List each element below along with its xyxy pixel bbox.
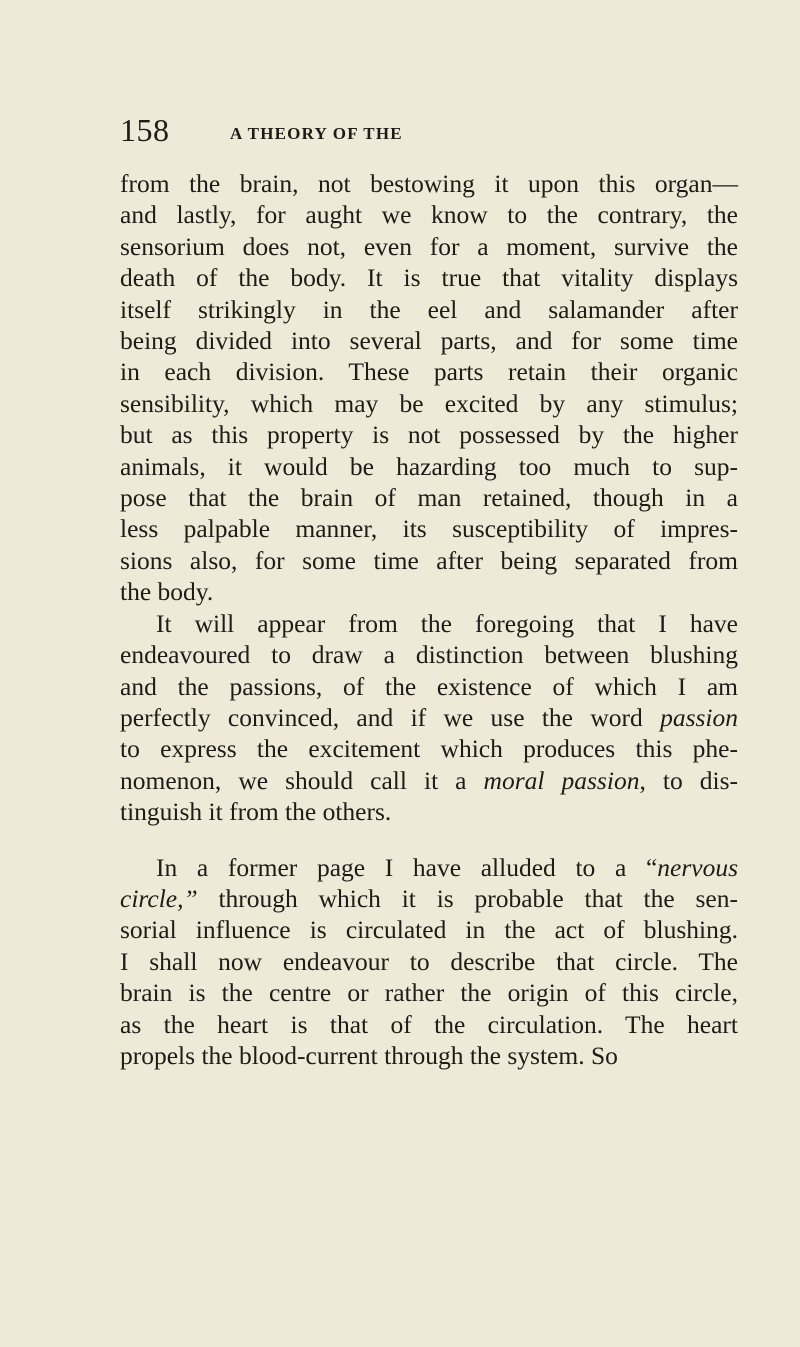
text-line: propels the blood-current through the system. So <box>120 1040 618 1070</box>
italic-phrase: moral passion <box>483 765 640 795</box>
text-line: as the heart is that of the circulation. The heart <box>120 1009 738 1039</box>
text-line: being divided into several parts, and for some time <box>120 326 738 356</box>
paragraph-2 <box>120 608 738 828</box>
text-line: sensibility, which may be excited by any stimulus; <box>120 388 738 418</box>
text-line: sensorium does not, even for a moment, survive the <box>120 231 738 261</box>
text-line <box>120 765 738 796</box>
text-run: perfectly convinced, and if we use the word <box>120 702 661 732</box>
text-line: in each division. These parts retain their organic <box>120 357 738 387</box>
text-line: death of the body. It is true that vitality displays <box>120 263 738 293</box>
text-line <box>120 702 738 733</box>
italic-word: nervous <box>657 852 738 882</box>
text-run: , to dis- <box>639 765 738 795</box>
running-title: A THEORY OF THE <box>230 124 403 143</box>
text-line: sions also, for some time after being separated from <box>120 545 738 575</box>
text-line: sorial influence is circulated in the act of blushing. <box>120 915 738 945</box>
text-line: brain is the centre or rather the origin of this circle, <box>120 978 738 1008</box>
text-line: itself strikingly in the eel and salamander after <box>120 294 738 324</box>
italic-word: passion <box>660 702 738 732</box>
text-line: and the passions, of the existence of which I am <box>120 671 738 701</box>
text-line: I shall now endeavour to describe that circle. The <box>120 946 738 976</box>
text-line: from the brain, not bestowing it upon this organ— <box>120 169 738 198</box>
text-run: through which it is probable that the sen- <box>197 883 738 913</box>
text-run: In a former page I have alluded to a “ <box>156 852 658 882</box>
text-line: tinguish it from the others. <box>120 797 392 827</box>
text-line <box>120 883 738 914</box>
text-line: and lastly, for aught we know to the contrary, the <box>120 200 738 230</box>
text-run: nomenon, we should call it a <box>120 765 484 795</box>
paragraph-gap <box>120 828 738 852</box>
text-line: pose that the brain of man retained, though in a <box>120 483 738 513</box>
text-line: animals, it would be hazarding too much to sup- <box>120 451 738 481</box>
text-line: to express the excitement which produces this phe- <box>120 734 738 764</box>
text-line: endeavoured to draw a distinction between blushing <box>120 640 738 670</box>
paragraph-1 <box>120 168 738 608</box>
text-line: less palpable manner, its susceptibility of impres- <box>120 514 738 544</box>
text-line: but as this property is not possessed by the higher <box>120 420 738 450</box>
body-text <box>120 168 738 1071</box>
italic-word: circle,” <box>120 883 198 913</box>
text-line <box>120 852 738 883</box>
page-number: 158 <box>120 112 170 148</box>
running-head <box>120 114 740 154</box>
paragraph-3 <box>120 852 738 1072</box>
text-line: It will appear from the foregoing that I have <box>156 608 738 638</box>
text-line: the body. <box>120 577 214 607</box>
